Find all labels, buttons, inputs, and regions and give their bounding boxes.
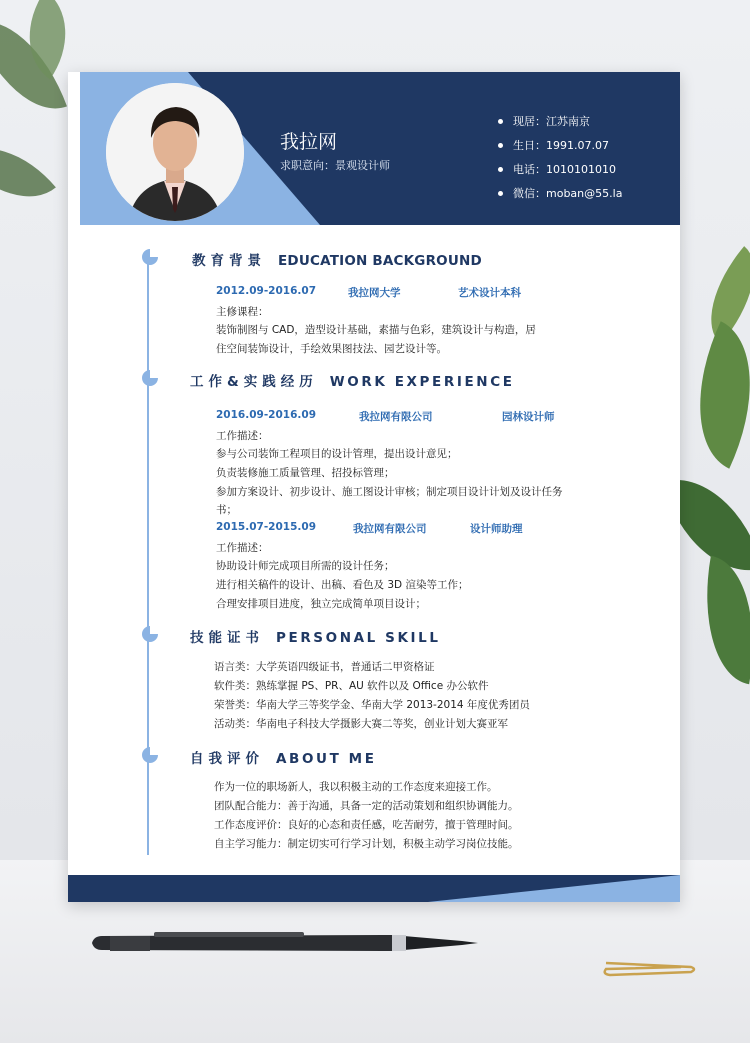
section-title-education [192, 249, 482, 269]
about-line: 工作态度评价：良好的心态和责任感，吃苦耐劳，擅于管理时间。 [214, 819, 519, 831]
section-title-cn: 自我评价 [190, 751, 264, 767]
contact-list [498, 109, 622, 205]
section-marker-icon [142, 249, 158, 265]
education-date: 2012.09-2016.07 [216, 285, 317, 297]
education-major: 艺术设计本科 [458, 287, 521, 299]
education-line: 住空间装饰设计，手绘效果图技法、园艺设计等。 [216, 343, 447, 355]
skill-line: 软件类：熟练掌握 PS、PR、AU 软件以及 Office 办公软件 [214, 680, 489, 692]
footer-accent-shape [428, 875, 680, 902]
section-marker-icon [142, 747, 158, 763]
section-title-cn: 教育背景 [192, 253, 266, 269]
contact-item-location [498, 109, 622, 133]
work-line: 参与公司装饰工程项目的设计管理，提出设计意见； [216, 448, 458, 460]
work-company: 我拉网有限公司 [353, 523, 427, 535]
timeline-line [147, 260, 149, 855]
job-intent: 求职意向：景观设计师 [280, 159, 390, 172]
candidate-name: 我拉网 [280, 131, 338, 153]
work-line: 合理安排项目进度，独立完成简单项目设计； [216, 598, 426, 610]
work-company: 我拉网有限公司 [359, 411, 433, 423]
education-line: 装饰制图与 CAD，造型设计基础，素描与色彩，建筑设计与构造，居 [216, 324, 536, 336]
about-line: 团队配合能力：善于沟通，具备一定的活动策划和组织协调能力。 [214, 800, 519, 812]
skill-line: 语言类：大学英语四级证书，普通话二甲资格证 [214, 661, 435, 673]
section-title-work [190, 370, 515, 390]
contact-text: 生日：1991.07.07 [513, 139, 609, 152]
section-title-cn: 技能证书 [190, 630, 264, 646]
work-line: 参加方案设计、初步设计、施工图设计审核；制定项目设计计划及设计任务 [216, 486, 563, 498]
contact-item-birthday [498, 133, 622, 157]
work-line: 工作描述： [216, 542, 269, 554]
resume-paper [68, 72, 680, 902]
contact-text: 微信：moban@55.la [513, 187, 623, 200]
skill-line: 荣誉类：华南大学三等奖学金、华南大学 2013-2014 年度优秀团员 [214, 699, 530, 711]
section-title-en: EDUCATION BACKGROUND [278, 253, 482, 269]
paperclip-icon [596, 957, 701, 981]
section-title-en: PERSONAL SKILL [276, 630, 441, 646]
work-role: 设计师助理 [470, 523, 523, 535]
work-line: 协助设计师完成项目所需的设计任务； [216, 560, 395, 572]
work-date: 2016.09-2016.09 [216, 409, 317, 421]
education-school: 我拉网大学 [348, 287, 401, 299]
section-title-cn: 工作&实践经历 [190, 374, 318, 390]
work-line: 负责装修施工质量管理、招投标管理； [216, 467, 395, 479]
work-line: 工作描述： [216, 430, 269, 442]
education-line: 主修课程： [216, 306, 269, 318]
contact-item-wechat [498, 181, 622, 205]
contact-text: 现居：江苏南京 [513, 115, 590, 128]
bullet-dot-icon [498, 167, 503, 172]
section-title-en: ABOUT ME [276, 751, 377, 767]
pen-icon [92, 932, 478, 954]
resume-footer [68, 875, 680, 902]
about-line: 作为一位的职场新人，我以积极主动的工作态度来迎接工作。 [214, 781, 498, 793]
work-line: 书； [216, 504, 237, 516]
section-title-skills [190, 626, 441, 646]
section-marker-icon [142, 370, 158, 386]
section-title-en: WORK EXPERIENCE [329, 374, 515, 390]
about-line: 自主学习能力：制定切实可行学习计划，积极主动学习岗位技能。 [214, 838, 519, 850]
section-title-about [190, 747, 377, 767]
resume-header [80, 72, 680, 225]
contact-item-phone [498, 157, 622, 181]
work-line: 进行相关稿件的设计、出稿、看色及 3D 渲染等工作； [216, 579, 469, 591]
section-marker-icon [142, 626, 158, 642]
bullet-dot-icon [498, 191, 503, 196]
bullet-dot-icon [498, 119, 503, 124]
skill-line: 活动类：华南电子科技大学摄影大赛二等奖，创业计划大赛亚军 [214, 718, 508, 730]
work-role: 园林设计师 [502, 411, 555, 423]
bullet-dot-icon [498, 143, 503, 148]
avatar [106, 83, 244, 221]
contact-text: 电话：1010101010 [513, 163, 616, 176]
work-date: 2015.07-2015.09 [216, 521, 317, 533]
